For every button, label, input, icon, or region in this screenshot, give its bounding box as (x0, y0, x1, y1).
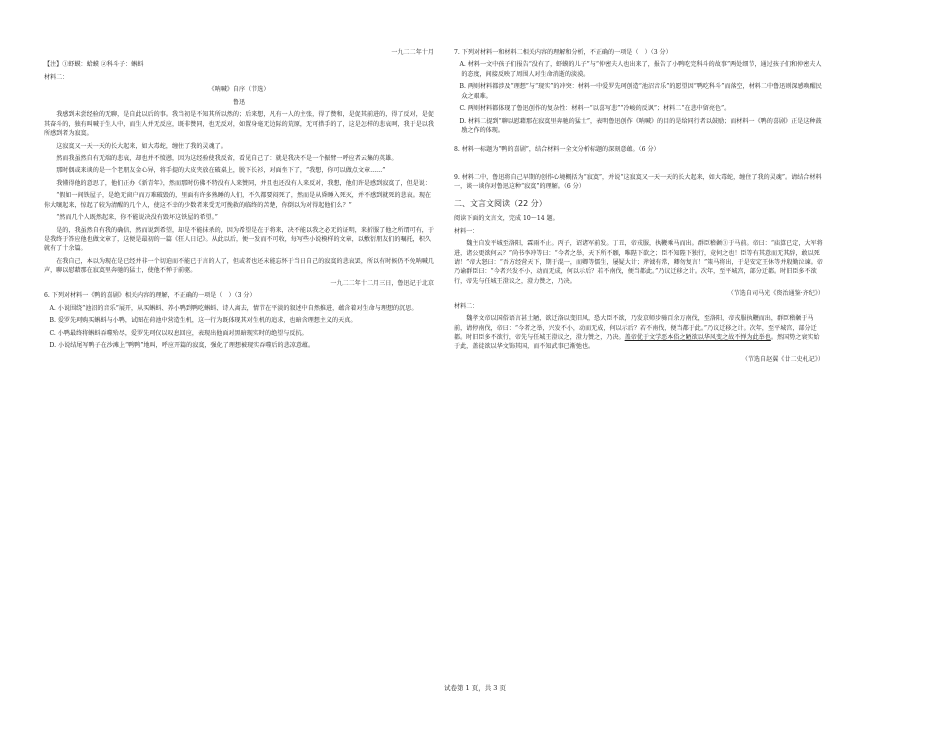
question-7: 7. 下列对材料一和材料二相关内容的理解和分析，不正确的一项是（ ）（3 分） (454, 49, 672, 56)
right-column (454, 48, 824, 367)
essay-title: 《呐喊》自序（节选） (208, 86, 270, 94)
source-two: （节选自赵翼《廿二史札记》） (741, 355, 824, 363)
essay-paragraph: “假如一间铁屋子，是绝无窗户而万难破毁的，里面有许多熟睡的人们，不久都要闷死了，然而是从昏睡入死灭，并不感到就死的悲哀。现在你大嚷起来，惊起了较为清醒的几个人，使这不幸的少数者来受无可挽救的临终的苦楚，你倒以为对得起他们么？” (44, 192, 432, 209)
essay-paragraph: 这寂寞又一天一天的长大起来，如大毒蛇，缠住了我的灵魂了。 (56, 142, 227, 150)
left-column (44, 48, 434, 353)
material-two-label: 材料二： (44, 73, 69, 81)
question-7-option-c: C. 两则材料都体现了鲁迅创作的复杂性：材料一“以喜写悲”“冷峻的反讽”；材料二“在悲中留亮色”。 (459, 105, 731, 113)
date-top: 一九二二年十月 (391, 49, 434, 56)
classical-text-one: 魏主自发平城至洛阳，霖雨不止。丙子，诏诸军前发。丁丑，帝戎服，执鞭乘马而出。群臣稽颡①于马前。帝曰：“庙算已定，大军将进，诸公更欲何云？”尚书李冲等曰：“今者之举，天下所不願，唯陛下欲之；臣不知陛下独行，竟何之也！臣等有其意而无其辞，敢以死请！”帝大怒曰：“吾方经营天下，期于混一，而卿等儒生，屡疑大计；斧钺有常，卿勿复言！”策马将出，于是安定王休等并殷勤泣谏。帝乃谕群臣曰：“今者兴发不小，动而无成，何以示后？若不南伐，便当都此。”乃议迁移之计。次年，至平城宫，部分迁都。时旧臣多不欲行，帝先与任城王澄议之，澄力赞之，乃决。 (454, 240, 823, 285)
question-6-option-b: B. 爱罗先珂购买蝌蚪与小鸭，试图在荷池中营造生机，这一行为既体现其对生机的追求，也暗含理想主义的天真。 (49, 317, 357, 325)
essay-paragraph: 是的，我虽然自有我的确信，然而说到希望，却是不能抹杀的，因为希望是在于将来，决不能以我之必无的证明，来折服了他之所谓可有，于是我终于答应他也做文章了，这便是最初的一篇《狂人日记》。从此以后，便一发而不可收，每写些小说模样的文章，以敷衍朋友们的嘱托，积久就有了十余篇。 (44, 226, 434, 253)
essay-paragraph: 在我自己，本以为现在是已经并非一个切迫而不能已于言的人了，但或者也还未能忘怀于当日自己的寂寞的悲哀罢，所以有时候仍不免呐喊几声，聊以慰藉那在寂寞里奔驰的猛士，使他不惮于前驱。 (44, 257, 434, 275)
footnote: 【注】①虾蟆：蛤蟆 ②科斗子：蝌蚪 (44, 61, 144, 69)
question-6: 6. 下列对材料一《鸭的喜剧》相关内容的理解，不正确的一项是（ ）（3 分） (44, 292, 256, 300)
essay-paragraph: “然而几个人既然起来，你不能说决没有毁坏这铁屋的希望。” (56, 214, 218, 222)
classical-text-two-part-a: 魏孝文帝以国俗语言甚土陋，欲迁洛以变旧风，恐大臣不欲，乃发京师步骑百余万南伐，至洛阳，帝戎服执鞭而出，群臣稽颡于马前，请停南伐，帝曰：“今者之举，兴发不小，动而无成，何以示后？若不南伐，便当都于此。”乃议迁移之计。次年，至平城宫，部分迁都。时旧臣多不欲行，帝先与任城王澄议之，澄力赞之，乃决。 (454, 315, 817, 342)
essay-paragraph: 然而我虽然自有无端的悲哀，却也并不愤懑，因为这经验使我反省，看见自己了：就是我决不是一个振臂一呼应者云集的英雄。 (56, 154, 398, 162)
question-7-option-d: D. 材料二提到“聊以慰藉那在寂寞里奔驰的猛士”，表明鲁迅创作《呐喊》的目的是给同行者以鼓励；而材料一《鸭的喜剧》正是这种鼓励之作的体现。 (459, 117, 822, 135)
essay-author: 鲁迅 (232, 98, 246, 106)
material-two-label-right: 材料二： (454, 302, 479, 310)
section-heading: 二、文言文阅读（22 分） (454, 198, 547, 208)
question-7-option-a: A. 材料一文中孩子们报告“没有了，虾蟆的儿子”与“仲密夫人也出来了，报告了小鸭吃完科斗的故事”两处细节，通过孩子们和仲密夫人的态度，间接反映了周围人对生命消逝的淡漠。 (459, 61, 822, 78)
question-9: 9. 材料二中，鲁迅将自己早期的创作心境概括为“寂寞”，并说“这寂寞又一天一天的长大起来，如大毒蛇，缠住了我的灵魂”。请结合材料一，谈一谈你对鲁迅这种“寂寞”的理解。（6 分） (454, 173, 822, 191)
question-6-option-a: A. 小说围绕“池沼的音乐”展开，从买蝌蚪、养小鸭到鸭吃蝌蚪、诗人离去，情节在平淡的叙述中自然推进，蕴含着对生命与理想的沉思。 (49, 304, 418, 312)
question-7-option-b: B. 两则材料都涉及“理想”与“现实”的冲突：材料一中爱罗先珂创造“池沼音乐”的愿望因“鸭吃科斗”而落空，材料二中鲁迅则深感唤醒民众之艰难。 (459, 83, 822, 100)
question-6-option-d: D. 小说结尾写鸭子在沙滩上“鸭鸭”地叫，呼应开篇的寂寞，强化了理想被现实吞噬后的悲凉意蕴。 (49, 341, 315, 349)
underlined-sentence: 盖帝优于文学恶本俗之陋欲以华风变之故不惮为此举也 (624, 334, 771, 342)
material-one-label: 材料一： (454, 227, 479, 235)
date-bottom: 一九二二年十二月三日，鲁迅记于北京 (330, 279, 434, 287)
question-8: 8. 材料一标题为“鸭的喜剧”，结合材料一全文分析标题的深刻意蕴。（6 分） (454, 145, 660, 153)
question-6-option-c: C. 小鸭最终将蝌蚪吞噬殆尽，爱罗先珂仅以叹息回应，表现出他面对黑暗现实时的绝望与反抗。 (49, 329, 308, 337)
page-footer: 试卷第 1 页，共 3 页 (443, 684, 507, 692)
classical-text-two (454, 314, 824, 352)
essay-paragraph: 那时偶或来谈的是一个老朋友金心异，将手提的大皮夹放在破桌上，脱下长衫，对面坐下了，“我想，你可以做点文章……” (56, 167, 386, 175)
reading-intro: 阅读下面的文言文，完成 10～14 题。 (454, 215, 559, 223)
essay-paragraph: 我感到未尝经验的无聊，是自此以后的事。我当初是不知其所以然的；后来想，凡有一人的主张，得了赞和，是促其前进的，得了反对，是促其奋斗的，独有叫喊于生人中，而生人并无反应，既非赞同，也无反对，如置身毫无边际的荒原，无可措手的了，这是怎样的悲哀呵，我于是以我所感到者为寂寞。 (44, 111, 434, 138)
source-one: （节选自司马光《资治通鉴·齐纪》） (727, 290, 824, 298)
classical-text-two-part-b: 。然国势之衰实始于此，盖徒欲以华文饰其国，而不知武事已渐弛也。 (454, 334, 820, 351)
essay-paragraph: 我懂得他的意思了，他们正办《新青年》，然而那时仿佛不特没有人来赞同，并且也还没有人来反对，我想，他们许是感到寂寞了，但是说： (56, 179, 431, 187)
